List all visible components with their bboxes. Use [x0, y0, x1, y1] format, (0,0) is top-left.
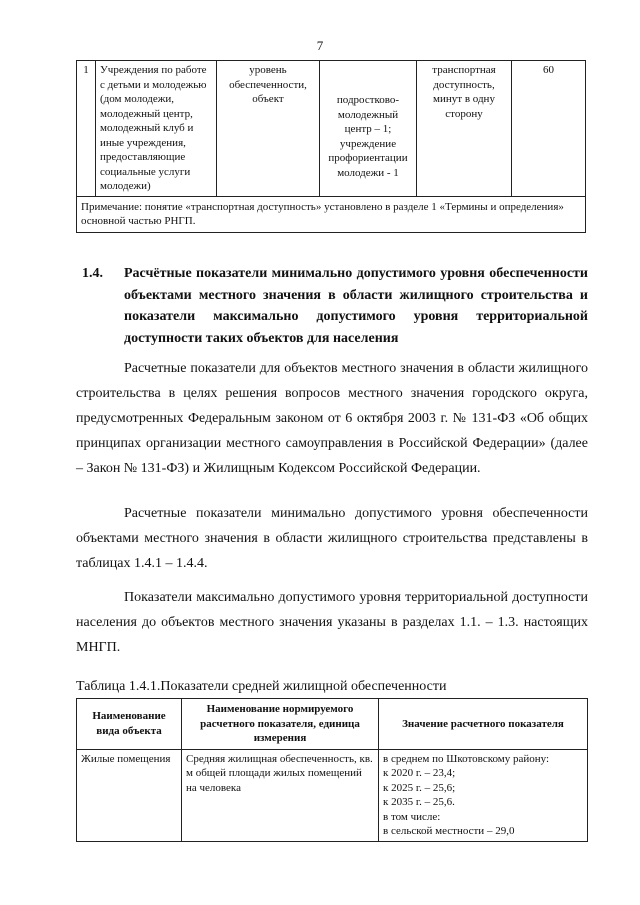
- accessibility-minutes: 60: [512, 61, 586, 197]
- facilities-table: [76, 60, 586, 233]
- header-indicator: Наименование нормируемого расчетного показателя, единица измерения: [182, 699, 379, 750]
- section-heading: [76, 263, 588, 349]
- paragraph-1: Расчетные показатели для объектов местного значения в области жилищного строительства в целях решения вопросов местного значения городского округа, предусмотренных Федеральным законом от 6 октября 2003 г. № 131-ФЗ «Об общих принципах организации местного самоуправления в Российской Федерации» (далее – Закон № 131-ФЗ) и Жилищным Кодексом Российской Федерации.: [76, 361, 588, 476]
- housing-provision-table: [76, 698, 588, 842]
- indicator-name: уровень обеспеченности, объект: [217, 61, 320, 197]
- table-row: [77, 61, 586, 197]
- table-note-row: [77, 196, 586, 232]
- value-line: в том числе:: [383, 810, 441, 823]
- paragraph-2: Расчетные показатели минимально допустимого уровня обеспеченности объектами местного значения в области жилищного строительства представлены в таблицах 1.4.1 – 1.4.4.: [76, 506, 588, 571]
- paragraph-3: Показатели максимально допустимого уровня территориальной доступности населения до объектов местного значения указаны в разделах 1.1. – 1.3. настоящих МНГП.: [76, 590, 588, 655]
- object-type: Жилые помещения: [77, 749, 182, 841]
- indicator-values: [379, 749, 588, 841]
- value-line: к 2035 г. – 25,6.: [383, 796, 455, 808]
- row-number: 1: [77, 61, 96, 197]
- section-title: Расчётные показатели минимально допустимого уровня обеспеченности объектами местного значения в области жилищного строительства и показатели максимально допустимого уровня территориальной доступности таких объектов для населения: [124, 266, 588, 346]
- value-line: к 2025 г. – 25,6;: [383, 781, 456, 794]
- facility-name: Учреждения по работе с детьми и молодежью (дом молодежи, молодежный центр, молодежный клуб и иные учреждения, предоставляющие социальные услуги молодежи): [96, 61, 217, 197]
- value-line: в среднем по Шкотовскому району:: [383, 752, 550, 765]
- accessibility-indicator: транспортная доступность, минут в одну сторону: [417, 61, 512, 197]
- header-value: Значение расчетного показателя: [379, 699, 588, 750]
- section-number: 1.4.: [82, 266, 103, 281]
- value-line: в сельской местности – 29,0: [383, 825, 515, 837]
- value-line: к 2020 г. – 23,4;: [383, 767, 456, 779]
- page-number: 7: [316, 38, 324, 53]
- indicator-name: Средняя жилищная обеспеченность, кв. м общей площади жилых помещений на человека: [182, 749, 379, 841]
- table-header-row: [77, 699, 588, 750]
- table-caption: Таблица 1.4.1.Показатели средней жилищной обеспеченности: [76, 679, 447, 694]
- table-note: Примечание: понятие «транспортная доступность» установлено в разделе 1 «Термины и определения» основной частью РНГП.: [77, 196, 586, 232]
- header-object-type: Наименование вида объекта: [77, 699, 182, 750]
- indicator-value: подростково-молодежный центр – 1; учреждение профориентации молодежи - 1: [328, 94, 408, 179]
- table-row: [77, 749, 588, 841]
